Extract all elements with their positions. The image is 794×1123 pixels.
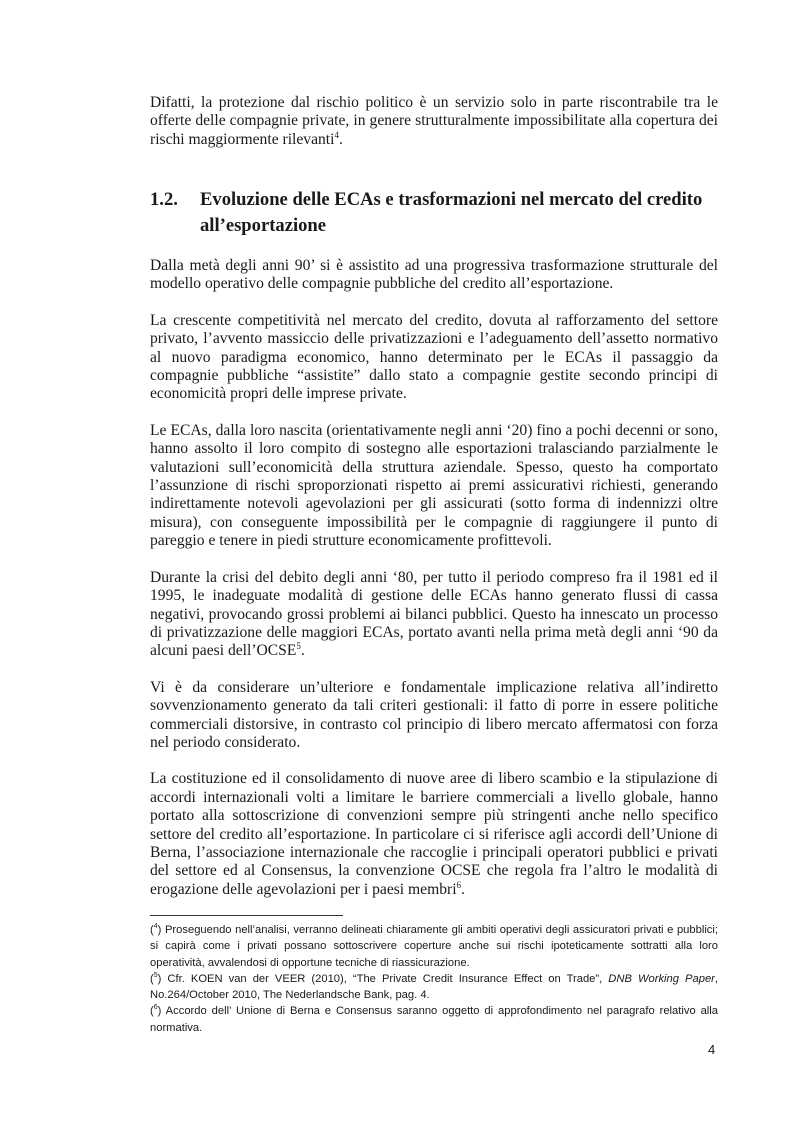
- footnote-ref[interactable]: 5: [296, 641, 301, 652]
- body-paragraph: Dalla metà degli anni 90’ si è assistito ad una progressiva trasformazione strutturale del modello operativo delle compagnie pubbliche del credito all’esportazione.: [150, 257, 718, 293]
- footnote-separator: [150, 915, 343, 916]
- main-body: [150, 257, 718, 917]
- body-paragraph: Le ECAs, dalla loro nascita (orientativamente negli anni ‘20) fino a pochi decenni or sono, hanno assolto il loro compito di sostegno alle esportazioni tralasciando parzialmente le valutazioni sull’economicità della struttura aziendale. Spesso, questo ha comportato l’assunzione di rischi sproporzionati rispetto ai premi assicurativi richiesti, generando indirettamente notevoli agevolazioni per gli assicurati (sotto forma di indennizzi oltre misura), con conseguente impossibilità per le compagnie di raggiungere il punto di pareggio e tenere in piedi strutture economicamente profittevoli.: [150, 421, 718, 550]
- intro-paragraph: Difatti, la protezione dal rischio politico è un servizio solo in parte riscontrabile tra le offerte delle compagnie private, in genere strutturalmente impossibilitate alla copertura dei rischi maggiormente rilevanti$^4$.: [150, 94, 718, 148]
- footnote-ref[interactable]: 4: [334, 129, 339, 140]
- body-paragraph: Durante la crisi del debito degli anni ‘80, per tutto il periodo compreso fra il 1981 ed il 1995, le inadeguate modalità di gestione delle ECAs hanno generato flussi di cassa negativi, provocando grossi problemi ai bilanci pubblici. Questo ha innescato un processo di privatizzazione delle maggiori ECAs, portato avanti nella prima metà degli anni ‘90 da alcuni paesi dell’OCSE$^5$.: [150, 568, 718, 660]
- footnote: ($^5$) Cfr. KOEN van der VEER (2010), “The Private Credit Insurance Effect on Trade”, DNB Working Paper, No.264/October 2010, The Nederlandsche Bank, pag. 4.: [150, 971, 718, 1002]
- section-number: 1.2.: [150, 189, 178, 210]
- footnote: ($^4$) Proseguendo nell’analisi, verranno delineati chiaramente gli ambiti operativi degli assicuratori privati e pubblici; si capirà come i privati possano sottoscrivere coperture anche sui rischi ipoteticamente sottratti alla loro operatività, avvalendosi di opportune tecniche di riassicurazione.: [150, 923, 718, 969]
- footnote-ref[interactable]: 6: [456, 879, 462, 890]
- intro-block: [150, 94, 718, 149]
- footnote: ($^6$) Accordo dell’ Unione di Berna e Consensus saranno oggetto di approfondimento nel paragrafo relativo alla normativa.: [150, 1004, 718, 1034]
- body-paragraph: Vi è da considerare un’ulteriore e fondamentale implicazione relativa all’indiretto sovvenzionamento generato da tali criteri gestionali: il fatto di porre in essere politiche commerciali distorsive, in contrasto col principio di libero mercato affermatosi con forza nel periodo considerato.: [150, 678, 718, 751]
- body-paragraph: La costituzione ed il consolidamento di nuove aree di libero scambio e la stipulazione di accordi internazionali volti a limitare le barriere commerciali a livello globale, hanno portato alla sottoscrizione di convenzioni sempre più stringenti anche nello specifico settore del credito all’esportazione. In particolare ci si riferisce agli accordi dell’Unione di Berna, l’associazione internazionale che raccoglie i principali operatori pubblici e privati del settore ed al Consensus, la convenzione OCSE che regola fra l’altro le modalità di erogazione delle agevolazioni per i paesi membri$^6$.: [150, 770, 718, 898]
- footnotes: [150, 922, 718, 1036]
- page-number: 4: [708, 1042, 716, 1057]
- section-title: Evoluzione delle ECAs e trasformazioni nel mercato del credito all’esportazione: [200, 189, 703, 236]
- body-paragraph: La crescente competitività nel mercato del credito, dovuta al rafforzamento del settore privato, l’avvento massiccio delle privatizzazioni e l’adeguamento dell’assetto normativo al nuovo paradigma economico, hanno determinato per le ECAs il passaggio da compagnie pubbliche “assistite” dallo stato a compagnie gestite secondo principi di economicità propri delle imprese private.: [150, 311, 718, 403]
- section-heading: [150, 187, 718, 239]
